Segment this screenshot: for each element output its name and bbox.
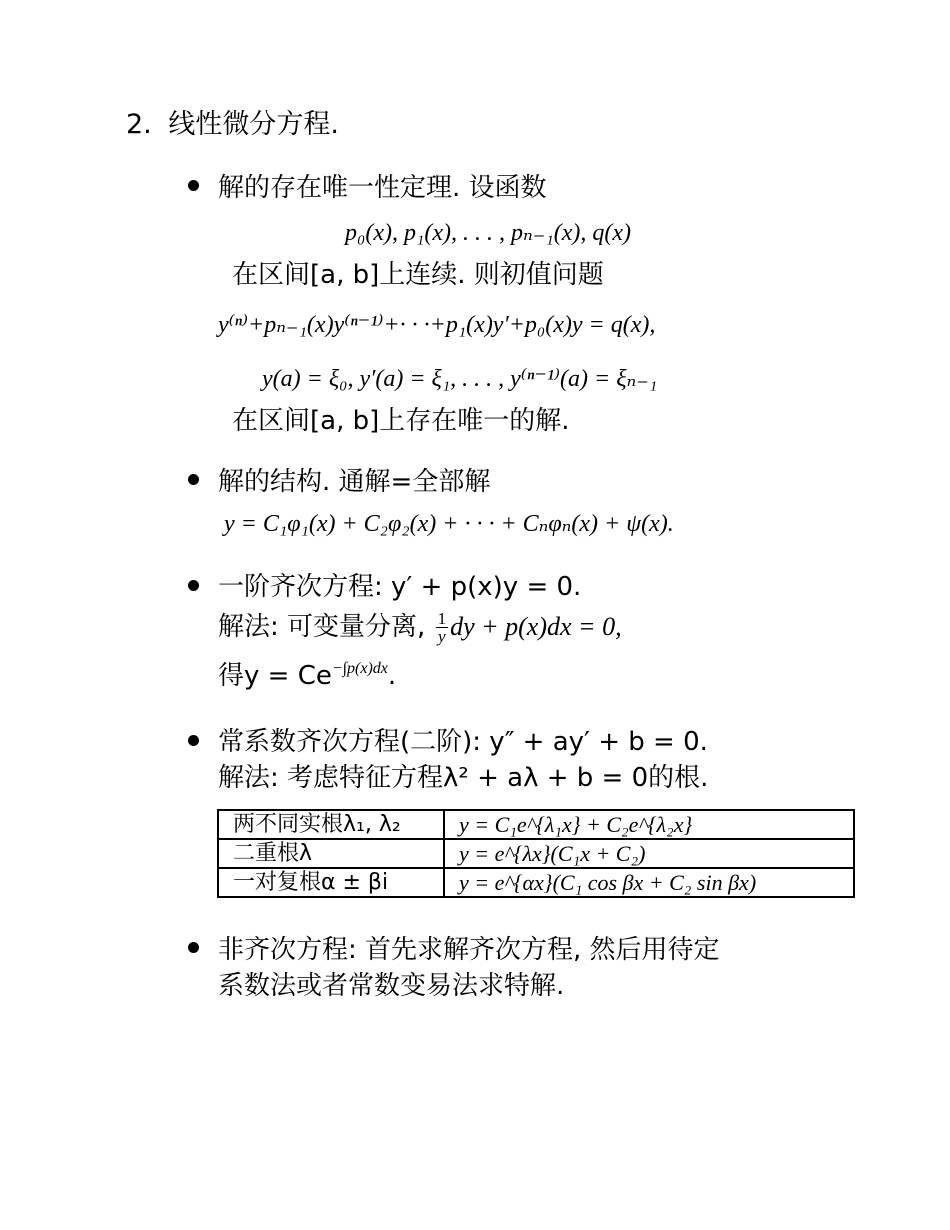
fraction xyxy=(436,610,449,645)
structure-heading: 解的结构. 通解=全部解 xyxy=(218,467,491,497)
result-end: . xyxy=(387,661,397,691)
method-prefix: 解法: 可变量分离, xyxy=(218,612,434,642)
existence-equation: y⁽ⁿ⁾+pₙ₋₁(x)y⁽ⁿ⁻¹⁾+· · ·+p₁(x)y′+p₀(x)y = q(x), xyxy=(218,312,656,338)
table-cell-case: 一对复根α ± βi xyxy=(218,868,444,897)
bullet-icon xyxy=(188,580,199,591)
existence-functions: p₀(x), p₁(x), . . . , pₙ₋₁(x), q(x) xyxy=(345,220,631,246)
existence-initial: y(a) = ξ₀, y′(a) = ξ₁, . . . , y⁽ⁿ⁻¹⁾(a) = ξₙ₋₁ xyxy=(262,366,658,392)
result-exponent: −∫p(x)dx xyxy=(331,659,388,677)
table-cell-solution: y = C₁e^{λ₁x} + C₂e^{λ₂x} xyxy=(444,810,854,839)
section-heading xyxy=(126,102,339,141)
existence-conclusion: 在区间[a, b]上存在唯一的解. xyxy=(232,406,570,436)
existence-heading: 解的存在唯一性定理. 设函数 xyxy=(218,173,547,203)
section-number: 2. xyxy=(126,109,152,140)
bullet-icon xyxy=(188,942,199,953)
nonhomogeneous-line2: 系数法或者常数变易法求特解. xyxy=(218,971,565,1001)
constant-coeff-method: 解法: 考虑特征方程λ² + aλ + b = 0的根. xyxy=(218,763,709,793)
bullet-icon xyxy=(188,180,199,191)
first-order-result xyxy=(218,655,396,692)
table-cell-case: 二重根λ xyxy=(218,839,444,868)
table-row xyxy=(218,868,854,897)
result-main: 得y = Ce xyxy=(218,661,332,691)
roots-table xyxy=(217,809,855,898)
fraction-denominator: y xyxy=(438,627,446,646)
existence-interval: 在区间[a, b]上连续. 则初值问题 xyxy=(232,260,604,290)
bullet-icon xyxy=(188,474,199,485)
structure-formula: y = C₁φ₁(x) + C₂φ₂(x) + · · · + Cₙφₙ(x) + ψ(x). xyxy=(224,511,674,537)
method-rest: dy + p(x)dx = 0, xyxy=(450,612,622,641)
section-title: 线性微分方程. xyxy=(168,109,339,140)
bullet-icon xyxy=(188,735,199,746)
fraction-numerator: 1 xyxy=(437,609,447,628)
first-order-heading: 一阶齐次方程: y′ + p(x)y = 0. xyxy=(218,572,582,602)
table-row xyxy=(218,810,854,839)
table-cell-solution: y = e^{αx}(C₁ cos βx + C₂ sin βx) xyxy=(444,868,854,897)
constant-coeff-heading: 常系数齐次方程(二阶): y″ + ay′ + b = 0. xyxy=(218,727,708,757)
table-cell-solution: y = e^{λx}(C₁x + C₂) xyxy=(444,839,854,868)
table-cell-case: 两不同实根λ₁, λ₂ xyxy=(218,810,444,839)
table-row xyxy=(218,839,854,868)
nonhomogeneous-line1: 非齐次方程: 首先求解齐次方程, 然后用待定 xyxy=(218,935,720,965)
first-order-method xyxy=(218,606,622,645)
